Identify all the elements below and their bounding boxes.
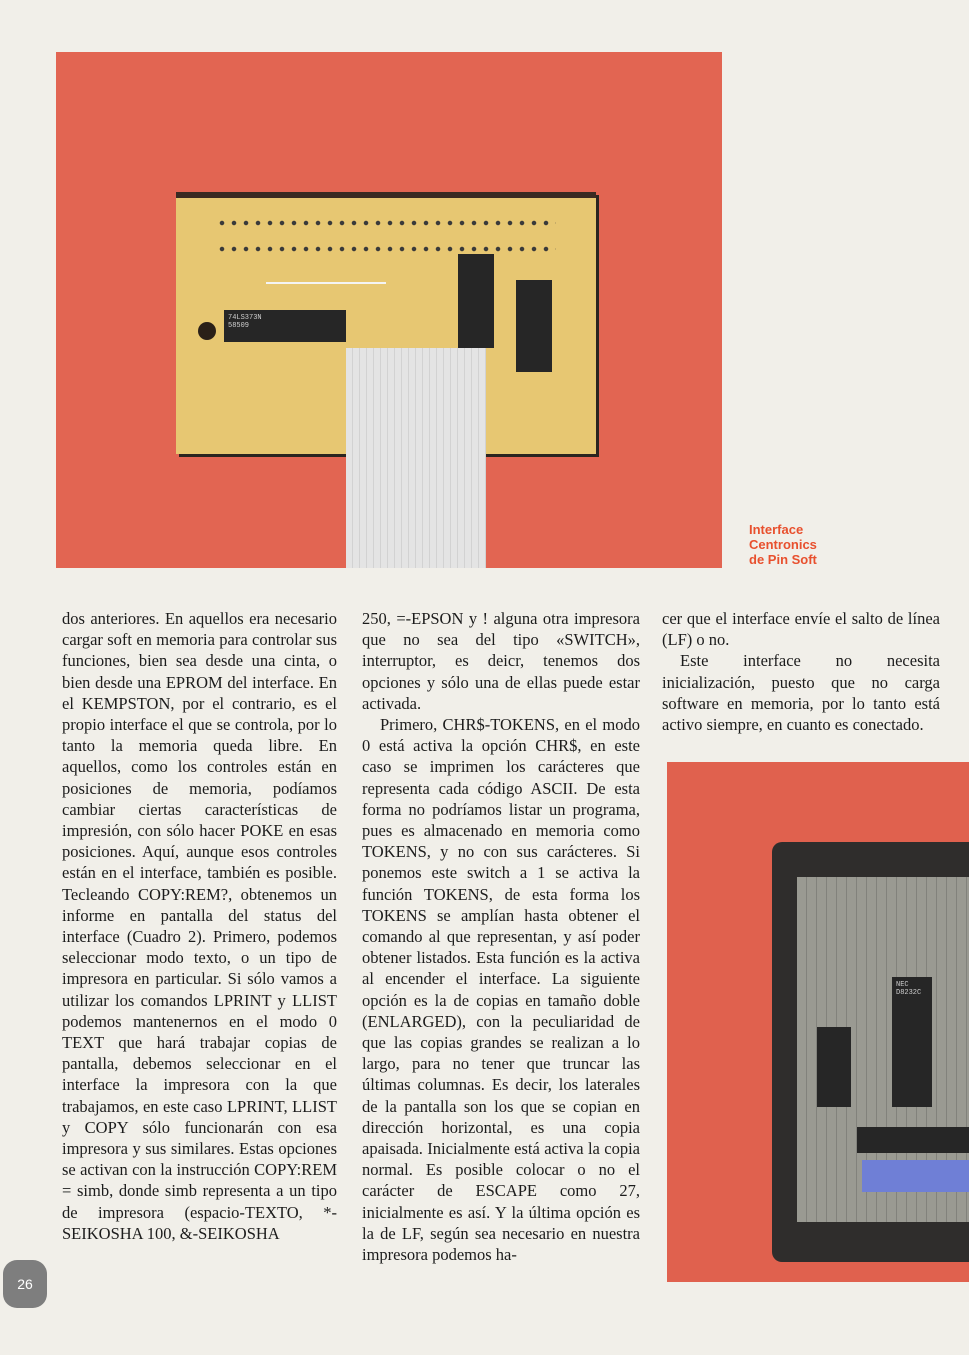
photo-caption: [749, 522, 859, 567]
paragraph: dos anteriores. En aquellos era necesario cargar soft en memoria para controlar sus funciones, bien sea desde una cinta, o bien desde una EPROM del interface. En el KEMPSTON, por el contrario, es el propio interface el que se controla, por lo tanto la memoria queda libre. En aquellos, como los controles están en posiciones de memoria, podíamos cambiar ciertas características de impresión, con sólo hacer POKE en esas posiciones. Aquí, aunque esos controles están en el interface, también es posible. Tecleando COPY:REM?, obtenemos un informe en pantalla del status del interface (Cuadro 2). Primero, podemos seleccionar modo texto, o un tipo de impresora en particular. Si sólo vamos a utilizar los comandos LPRINT y LLIST podemos mantenernos en el modo 0 TEXT que hará trabajar copias de pantalla, debemos seleccionar en el interface la impresora con la que trabajamos, en este caso LPRINT, LLIST y COPY sólo funcionarán con esa impresora y sus similares. Estas opciones se activan con la instrucción COPY:REM = simb, donde simb representa a un tipo de impresora (espacio-TEXTO, *-SEIKOSHA 100, &-SEIKOSHA: [62, 609, 337, 1243]
text-column-2: [362, 608, 640, 1265]
interface-photo-bottom: [667, 762, 969, 1282]
chip-marking: 74LS373N: [228, 314, 262, 322]
paragraph: Este interface no necesita inicialización, puesto que no carga software en memoria, por lo tanto está activo siempre, en cuanto es conectado.: [662, 651, 940, 735]
circuit-board: [797, 877, 969, 1222]
edge-connector: [862, 1160, 969, 1192]
chip-74ls373: [224, 310, 346, 342]
mounting-hole: [198, 322, 216, 340]
text-column-1: [62, 608, 337, 1244]
chip-marking: 58509: [228, 322, 250, 330]
chip: [516, 280, 552, 372]
chip-marking: NEC: [896, 981, 909, 989]
caption-line: Interface: [749, 522, 804, 537]
jumper-wire: [266, 282, 386, 284]
chip-marking: D8232C: [896, 989, 922, 997]
chip-d8232c: [892, 977, 932, 1107]
page-number: 26: [3, 1260, 47, 1308]
interface-photo-top: [56, 52, 722, 568]
paragraph: 250, =-EPSON y ! alguna otra impresora que no sea del tipo «SWITCH», interruptor, es deicr, tenemos dos opciones y sólo una de ellas puede estar activada.: [362, 609, 640, 713]
caption-line: de Pin Soft: [749, 552, 817, 567]
ribbon-cable: [346, 348, 486, 568]
interface-case: [772, 842, 969, 1262]
chip: [458, 254, 494, 348]
chip: [817, 1027, 851, 1107]
text-column-3: [662, 608, 940, 735]
caption-line: Centronics: [749, 537, 817, 552]
paragraph: cer que el interface envíe el salto de línea (LF) o no.: [662, 609, 940, 650]
pin-row: [216, 220, 556, 226]
paragraph: Primero, CHR$-TOKENS, en el modo 0 está activa la opción CHR$, en este caso se imprimen los carácteres que representa cada código ASCII. De esta forma no podríamos listar un programa, pues es almacenado en memoria como TOKENS, y no con sus carácteres. Si ponemos este switch a 1 se activa la función TOKENS, de esta forma los TOKENS se amplían hasta obtener el comando al que representan, y así poder obtener listados. Esta función es la activa al encender el interface. La siguiente opción es la de copias en tamaño doble (ENLARGED), con la peculiaridad de que las copias grandes se realizan a lo largo, para no tener que truncar las últimas columnas. Es decir, los laterales de la pantalla son los que se copian en dirección horizontal, es una copia apaisada. Inicialmente está activa la copia normal. Es posible colocar o no el carácter de ESCAPE como 27, inicialmente es así. Y la última opción es la de LF, según sea necesario en nuestra impresora podemos ha-: [362, 715, 640, 1265]
pin-row: [216, 246, 556, 252]
chip: [857, 1127, 969, 1153]
